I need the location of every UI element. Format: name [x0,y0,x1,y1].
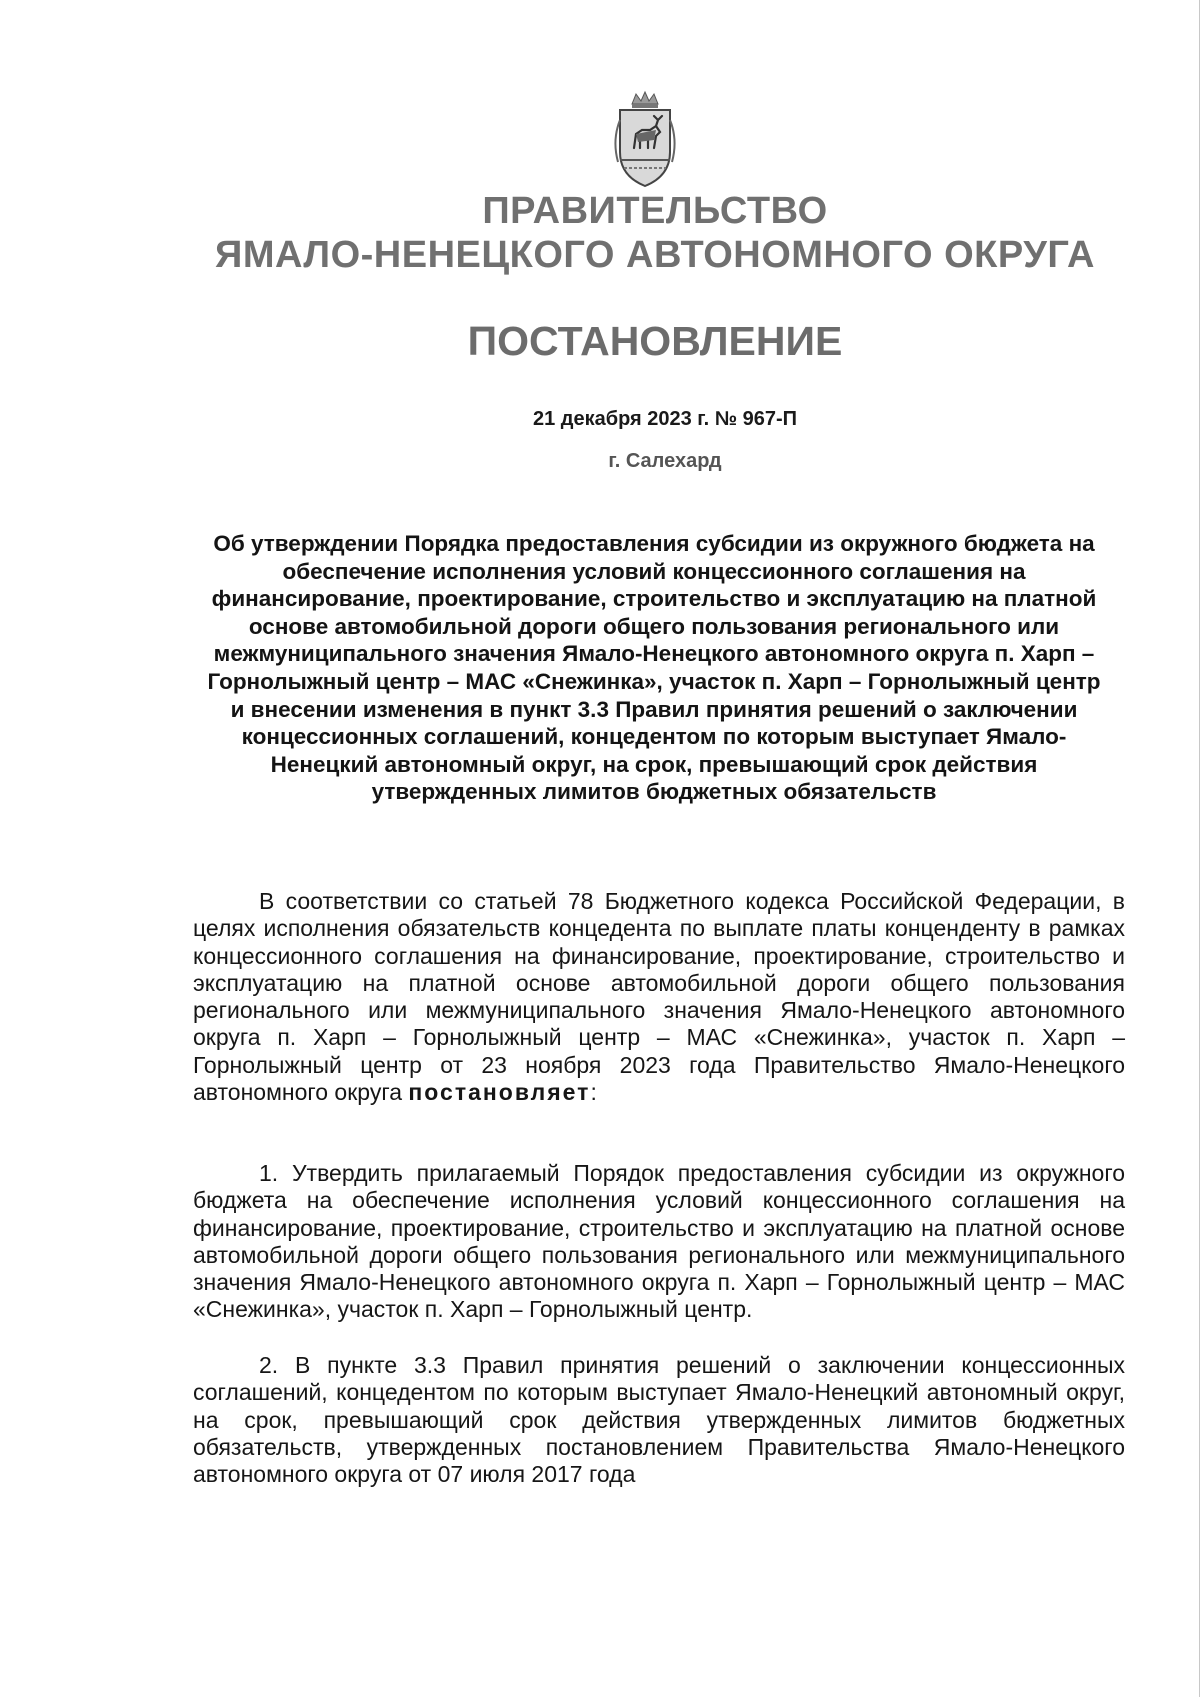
yamal-nenets-coat-of-arms-icon [610,90,680,190]
preamble-colon: : [590,1079,597,1106]
resolution-keyword: постановляет [408,1079,591,1106]
clause-2: 2. В пункте 3.3 Правил принятия решений о заключении концессионных соглашений, концедентом по которым выступает Ямало-Ненецкий автономный округ, на срок, превышающий срок действия утвержденных лимитов бюджетных обязательств, утвержденных постановлением Правительства Ямало-Ненецкого автономного округа от 07 июля 2017 года [193,1352,1125,1488]
government-title-line2: ЯМАЛО-НЕНЕЦКОГО АВТОНОМНОГО ОКРУГА [215,234,1095,276]
document-date-number: 21 декабря 2023 г. № 967-П [532,408,798,430]
preamble-text: В соответствии со статьей 78 Бюджетного кодекса Российской Федерации, в целях исполнения обязательств концедента по выплате платы конценденту в рамках концессионного соглашения на финансирование, проектирование, строительство и эксплуатацию на платной основе автомобильной дороги общего пользования регионального или межмуниципального значения Ямало-Ненецкого автономного округа п. Харп – Горнолыжный центр – МАС «Снежинка», участок п. Харп – Горнолыжный центр от 23 ноября 2023 года Правительство Ямало-Ненецкого автономного округа [193,888,1125,1106]
clause-1: 1. Утвердить прилагаемый Порядок предоставления субсидии из окружного бюджета на обеспечение исполнения условий концессионного соглашения на финансирование, проектирование, строительство и эксплуатацию на платной основе автомобильной дороги общего пользования регионального или межмуниципального значения Ямало-Ненецкого автономного округа п. Харп – Горнолыжный центр – МАС «Снежинка», участок п. Харп – Горнолыжный центр. [193,1160,1125,1323]
document-type-heading: ПОСТАНОВЛЕНИЕ [467,318,843,364]
preamble-paragraph [193,888,1125,1106]
government-title-line1: ПРАВИТЕЛЬСТВО [482,190,828,232]
document-subject: Об утверждении Порядка предоставления субсидии из окружного бюджета на обеспечение исполнения условий концессионного соглашения на финансирование, проектирование, строительство и эксплуатацию на платной основе автомобильной дороги общего пользования регионального или межмуниципального значения Ямало-Ненецкого автономного округа п. Харп – Горнолыжный центр – МАС «Снежинка», участок п. Харп – Горнолыжный центр и внесении изменения в пункт 3.3 Правил принятия решений о заключении концессионных соглашений, концедентом по которым выступает Ямало-Ненецкий автономный округ, на срок, превышающий срок действия утвержденных лимитов бюджетных обязательств [207,531,1101,805]
document-city: г. Салехард [608,450,722,472]
